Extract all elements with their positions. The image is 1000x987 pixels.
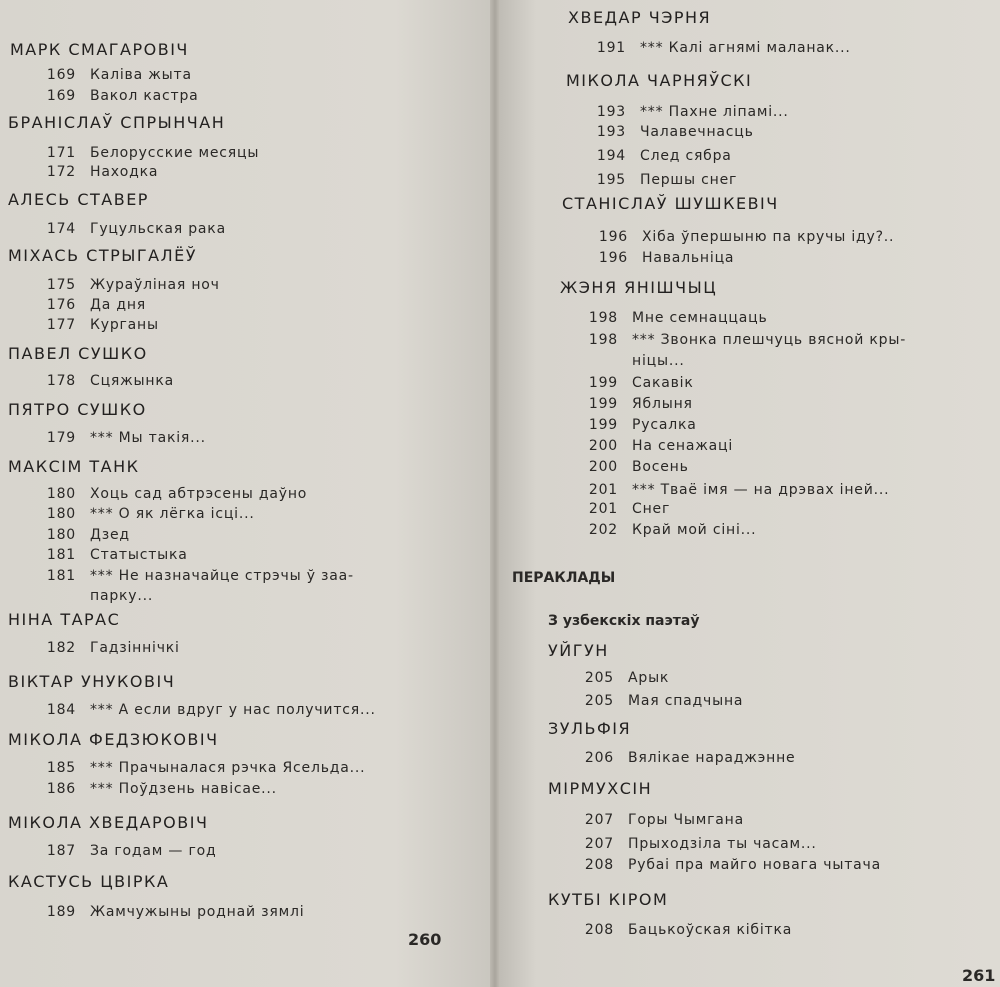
right-page-number: 261 <box>962 966 996 985</box>
toc-title: Горы Чымгана <box>628 812 744 828</box>
toc-title: Навальніца <box>642 250 735 266</box>
toc-page-number: 196 <box>598 229 628 245</box>
toc-entry <box>580 857 881 873</box>
toc-entry <box>584 522 756 538</box>
left-author-heading: МАРК СМАГАРОВІЧ <box>10 40 189 59</box>
subsection-title: З узбекскіх паэтаў <box>548 613 700 629</box>
toc-page-number: 199 <box>588 417 618 433</box>
left-author-heading: ПЯТРО СУШКО <box>8 400 147 419</box>
toc-page-number: 207 <box>584 836 614 852</box>
toc-title: Бацькоўская кібітка <box>628 922 793 938</box>
toc-title: *** Тваё імя — на дрэвах іней... <box>632 482 890 498</box>
toc-entry <box>594 250 734 266</box>
toc-entry <box>594 229 894 245</box>
toc-page-number: 169 <box>46 67 76 83</box>
toc-title: Хоць сад абтрэсены даўно <box>90 486 308 502</box>
toc-page-number: 180 <box>46 486 76 502</box>
toc-title: *** А если вдруг у нас получится... <box>90 702 376 718</box>
left-page-number: 260 <box>408 930 442 949</box>
toc-page-number: 172 <box>46 164 76 180</box>
toc-entry <box>584 482 889 498</box>
toc-page-number: 207 <box>584 812 614 828</box>
toc-page-number: 186 <box>46 781 76 797</box>
toc-entry <box>584 375 694 391</box>
toc-title: Дзед <box>90 527 130 543</box>
toc-page-number: 205 <box>584 670 614 686</box>
toc-page-number: 181 <box>46 568 76 584</box>
toc-title: Вялікае нараджэнне <box>628 750 796 766</box>
toc-entry <box>42 88 199 104</box>
toc-page-number: 178 <box>46 373 76 389</box>
toc-title: Да дня <box>90 297 147 313</box>
toc-title: Арык <box>628 670 670 686</box>
toc-entry <box>42 317 159 333</box>
toc-title: На сенажаці <box>632 438 734 454</box>
toc-entry <box>584 332 906 348</box>
toc-entry <box>584 501 670 517</box>
translation-author-heading: УЙГУН <box>548 641 609 660</box>
toc-title: Белорусские месяцы <box>90 145 260 161</box>
toc-title: Мне семнаццаць <box>632 310 768 326</box>
translation-author-heading: КУТБІ КІРОМ <box>548 890 669 909</box>
toc-page-number: 201 <box>588 482 618 498</box>
left-author-heading: НІНА ТАРАС <box>8 610 121 629</box>
toc-title: *** О як лёгка ісці... <box>90 506 255 522</box>
toc-title: Чалавечнасць <box>640 124 754 140</box>
toc-title: Жамчужыны роднай зямлі <box>90 904 305 920</box>
toc-title: Жураўліная ноч <box>90 277 220 293</box>
toc-title: *** Звонка плешчуць вясной кры- <box>632 332 907 348</box>
toc-page-number: 184 <box>46 702 76 718</box>
left-author-heading: МАКСІМ ТАНК <box>8 457 140 476</box>
toc-title: парку... <box>90 588 154 604</box>
right-author-heading: СТАНІСЛАЎ ШУШКЕВІЧ <box>562 194 779 213</box>
toc-entry <box>584 310 768 326</box>
left-author-heading: БРАНІСЛАЎ СПРЫНЧАН <box>8 113 226 132</box>
toc-title: Яблыня <box>632 396 693 412</box>
left-author-heading: ПАВЕЛ СУШКО <box>8 344 148 363</box>
toc-page-number: 199 <box>588 375 618 391</box>
toc-title: Сцяжынка <box>90 373 174 389</box>
toc-title: Снег <box>632 501 671 517</box>
toc-title: ніцы... <box>632 353 685 369</box>
toc-title: Курганы <box>90 317 159 333</box>
toc-entry <box>592 172 737 188</box>
toc-page-number: 179 <box>46 430 76 446</box>
toc-entry <box>42 702 376 718</box>
toc-page-number: 196 <box>598 250 628 266</box>
toc-entry <box>584 459 689 475</box>
toc-title: *** Не назначайце стрэчы ў заа- <box>90 568 354 584</box>
toc-page-number: 208 <box>584 922 614 938</box>
translation-author-heading: МІРМУХСІН <box>548 779 653 798</box>
toc-page-number: 181 <box>46 547 76 563</box>
toc-title: Хіба ўпершыню па кручы іду?.. <box>642 229 895 245</box>
translation-author-heading: ЗУЛЬФІЯ <box>548 719 632 738</box>
toc-title: *** Поўдзень навісае... <box>90 781 277 797</box>
toc-entry <box>580 670 669 686</box>
right-author-heading: МІКОЛА ЧАРНЯЎСКІ <box>566 71 753 90</box>
toc-entry <box>580 750 795 766</box>
toc-page-number: 195 <box>596 172 626 188</box>
toc-entry <box>42 145 259 161</box>
toc-page-number: 180 <box>46 527 76 543</box>
left-author-heading: КАСТУСЬ ЦВІРКА <box>8 872 170 891</box>
toc-title: *** Мы такія... <box>90 430 206 446</box>
toc-entry <box>42 547 188 563</box>
toc-page-number: 174 <box>46 221 76 237</box>
toc-title: Першы снег <box>640 172 738 188</box>
toc-page-number: 187 <box>46 843 76 859</box>
right-author-heading: ЖЭНЯ ЯНІШЧЫЦ <box>560 278 718 297</box>
toc-page-number: 169 <box>46 88 76 104</box>
left-author-heading: АЛЕСЬ СТАВЕР <box>8 190 149 209</box>
toc-title: Край мой сіні... <box>632 522 757 538</box>
toc-entry <box>42 588 153 604</box>
toc-page-number: 193 <box>596 104 626 120</box>
toc-entry <box>42 843 216 859</box>
toc-entry <box>42 904 304 920</box>
toc-title: Восень <box>632 459 689 475</box>
toc-title: Рубаі пра майго новага чытача <box>628 857 882 873</box>
toc-title: Русалка <box>632 417 697 433</box>
toc-title: Находка <box>90 164 159 180</box>
toc-title: След сябра <box>640 148 732 164</box>
toc-page-number: 208 <box>584 857 614 873</box>
left-author-heading: ВІКТАР УНУКОВІЧ <box>8 672 176 691</box>
toc-entry <box>580 922 792 938</box>
toc-page-number: 194 <box>596 148 626 164</box>
toc-entry <box>42 781 277 797</box>
toc-entry <box>580 693 743 709</box>
toc-entry <box>584 396 693 412</box>
toc-title: *** Пахне ліпамі... <box>640 104 789 120</box>
left-author-heading: МІКОЛА ФЕДЗЮКОВІЧ <box>8 730 219 749</box>
toc-title: *** Прачыналася рэчка Ясельда... <box>90 760 366 776</box>
toc-title: Прыходзіла ты часам... <box>628 836 817 852</box>
toc-title: Каліва жыта <box>90 67 192 83</box>
book-spine <box>490 0 500 987</box>
toc-entry <box>580 836 817 852</box>
toc-entry <box>42 760 365 776</box>
toc-title: *** Калі агнямі маланак... <box>640 40 851 56</box>
right-author-heading: ХВЕДАР ЧЭРНЯ <box>568 8 712 27</box>
toc-page-number: 205 <box>584 693 614 709</box>
toc-entry <box>42 640 180 656</box>
toc-entry <box>42 221 226 237</box>
toc-page-number: 171 <box>46 145 76 161</box>
toc-page-number: 185 <box>46 760 76 776</box>
toc-entry <box>592 124 754 140</box>
toc-entry <box>42 430 206 446</box>
toc-entry <box>592 104 789 120</box>
toc-title: Гадзіннічкі <box>90 640 180 656</box>
toc-entry <box>42 486 307 502</box>
toc-entry <box>42 527 130 543</box>
toc-entry <box>42 277 220 293</box>
toc-entry <box>42 568 354 584</box>
toc-entry <box>42 373 174 389</box>
toc-entry <box>584 353 685 369</box>
toc-entry <box>584 417 697 433</box>
toc-title: Мая спадчына <box>628 693 744 709</box>
toc-page-number: 177 <box>46 317 76 333</box>
left-author-heading: МІКОЛА ХВЕДАРОВІЧ <box>8 813 209 832</box>
toc-title: Вакол кастра <box>90 88 199 104</box>
toc-entry <box>42 297 146 313</box>
toc-page-number: 199 <box>588 396 618 412</box>
toc-entry <box>584 438 733 454</box>
toc-page-number: 193 <box>596 124 626 140</box>
toc-page-number: 200 <box>588 438 618 454</box>
left-author-heading: МІХАСЬ СТРЫГАЛЁЎ <box>8 246 197 265</box>
toc-page-number: 176 <box>46 297 76 313</box>
toc-page-number: 180 <box>46 506 76 522</box>
toc-page-number: 175 <box>46 277 76 293</box>
toc-entry <box>592 40 851 56</box>
toc-entry <box>42 164 158 180</box>
toc-title: Сакавік <box>632 375 694 391</box>
toc-title: За годам — год <box>90 843 217 859</box>
toc-page-number: 191 <box>596 40 626 56</box>
toc-page-number: 200 <box>588 459 618 475</box>
toc-page-number: 201 <box>588 501 618 517</box>
toc-page-number: 206 <box>584 750 614 766</box>
toc-page-number: 202 <box>588 522 618 538</box>
toc-page-number: 182 <box>46 640 76 656</box>
toc-entry <box>580 812 744 828</box>
section-title: ПЕРАКЛАДЫ <box>512 570 616 586</box>
toc-page-number: 198 <box>588 332 618 348</box>
toc-entry <box>592 148 732 164</box>
toc-entry <box>42 506 255 522</box>
toc-page-number: 198 <box>588 310 618 326</box>
toc-title: Статыстыка <box>90 547 188 563</box>
toc-entry <box>42 67 192 83</box>
toc-page-number: 189 <box>46 904 76 920</box>
toc-title: Гуцульская рака <box>90 221 226 237</box>
